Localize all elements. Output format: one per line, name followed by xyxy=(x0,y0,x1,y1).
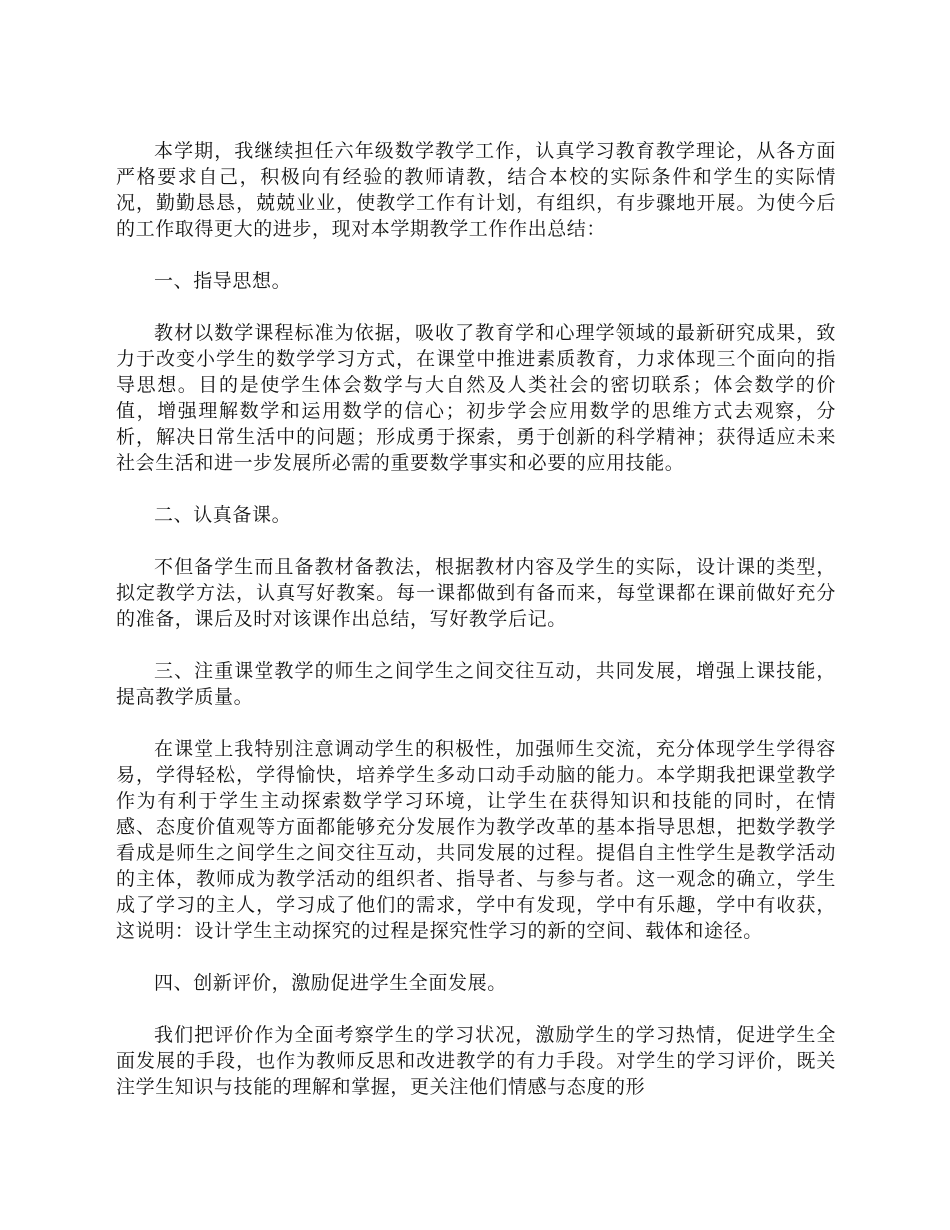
section-heading-classroom-teaching: 三、注重课堂教学的师生之间学生之间交往互动，共同发展，增强上课技能，提高教学质量。 xyxy=(116,660,836,708)
document-body xyxy=(116,138,836,1126)
section-heading-lesson-preparation: 二、认真备课。 xyxy=(154,504,292,526)
body-paragraph-innovative-evaluation: 我们把评价作为全面考察学生的学习状况，激励学生的学习热情，促进学生全面发展的手段，也作为教师反思和改进教学的有力手段。对学生的学习评价，既关注学生知识与技能的理解和掌握，更关注他们情感与态度的形 xyxy=(116,1024,836,1098)
body-paragraph-lesson-preparation: 不但备学生而且备教材备教法，根据教材内容及学生的实际，设计课的类型，拟定教学方法，认真写好教案。每一课都做到有备而来，每堂课都在课前做好充分的准备，课后及时对该课作出总结，写好教学后记。 xyxy=(116,556,836,630)
section-heading-guiding-ideology: 一、指导思想。 xyxy=(154,270,292,292)
intro-paragraph: 本学期，我继续担任六年级数学教学工作，认真学习教育教学理论，从各方面严格要求自己，积极向有经验的教师请教，结合本校的实际条件和学生的实际情况，勤勤恳恳，兢兢业业，使教学工作有计划，有组织，有步骤地开展。为使今后的工作取得更大的进步，现对本学期教学工作作出总结： xyxy=(116,140,836,240)
body-paragraph-classroom-teaching: 在课堂上我特别注意调动学生的积极性，加强师生交流，充分体现学生学得容易，学得轻松，学得愉快，培养学生多动口动手动脑的能力。本学期我把课堂教学作为有利于学生主动探索数学学习环境，让学生在获得知识和技能的同时，在情感、态度价值观等方面都能够充分发展作为教学改革的基本指导思想，把数学教学看成是师生之间学生之间交往互动，共同发展的过程。提倡自主性学生是教学活动的主体，教师成为教学活动的组织者、指导者、与参与者。这一观念的确立，学生成了学习的主人，学习成了他们的需求，学中有发现，学中有乐趣，学中有收获，这说明：设计学生主动探究的过程是探究性学习的新的空间、载体和途径。 xyxy=(116,738,836,942)
section-heading-innovative-evaluation: 四、创新评价，激励促进学生全面发展。 xyxy=(154,972,507,994)
body-paragraph-guiding-ideology: 教材以数学课程标准为依据，吸收了教育学和心理学领域的最新研究成果，致力于改变小学生的数学学习方式，在课堂中推进素质教育，力求体现三个面向的指导思想。目的是使学生体会数学与大自然及人类社会的密切联系；体会数学的价值，增强理解数学和运用数学的信心；初步学会应用数学的思维方式去观察，分析，解决日常生活中的问题；形成勇于探索，勇于创新的科学精神；获得适应未来社会生活和进一步发展所必需的重要数学事实和必要的应用技能。 xyxy=(116,322,836,474)
